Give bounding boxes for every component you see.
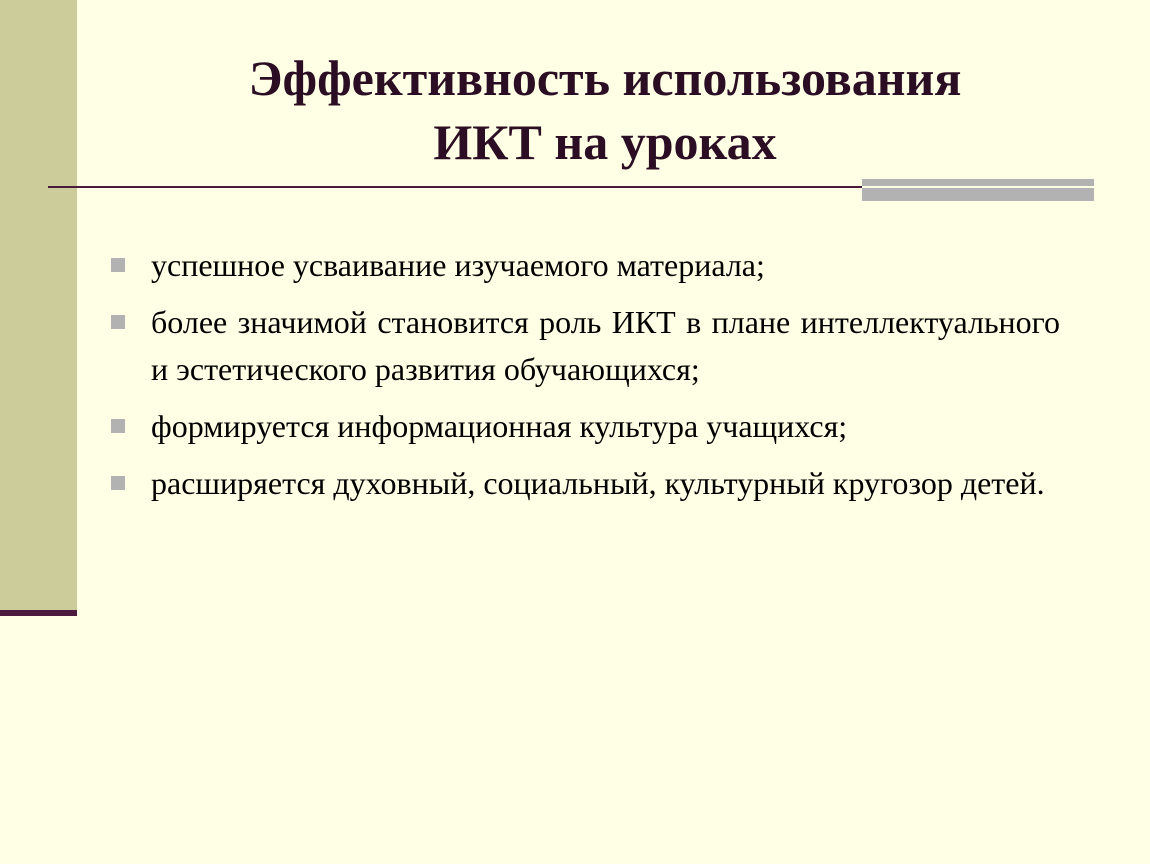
slide-title — [100, 46, 1110, 174]
square-bullet-icon — [111, 258, 125, 272]
left-decor-band-base — [0, 610, 77, 616]
title-divider-accent-stripe — [862, 186, 1094, 188]
bullet-item-4 — [108, 460, 1060, 507]
bullet-text-1: успешное усваивание изучаемого материала; — [151, 247, 765, 283]
slide-title-line-1: Эффективность использования — [248, 50, 962, 106]
square-bullet-icon — [111, 315, 125, 329]
bullet-text-3: формируется информационная культура учащихся; — [151, 408, 848, 444]
title-divider-accent-block — [862, 179, 1094, 201]
square-bullet-icon — [111, 419, 125, 433]
bullet-item-1 — [108, 242, 1060, 289]
square-bullet-icon — [111, 476, 125, 490]
slide-title-line-2: ИКТ на уроках — [433, 114, 777, 170]
bullet-item-2 — [108, 299, 1060, 393]
bullet-list — [108, 242, 1060, 517]
bullet-text-2: более значимой становится роль ИКТ в плане интеллектуального и эстетического развития обучающихся; — [151, 304, 1060, 387]
left-decor-band — [0, 0, 77, 612]
bullet-item-3 — [108, 403, 1060, 450]
bullet-text-4: расширяется духовный, социальный, культурный кругозор детей. — [151, 465, 1045, 501]
